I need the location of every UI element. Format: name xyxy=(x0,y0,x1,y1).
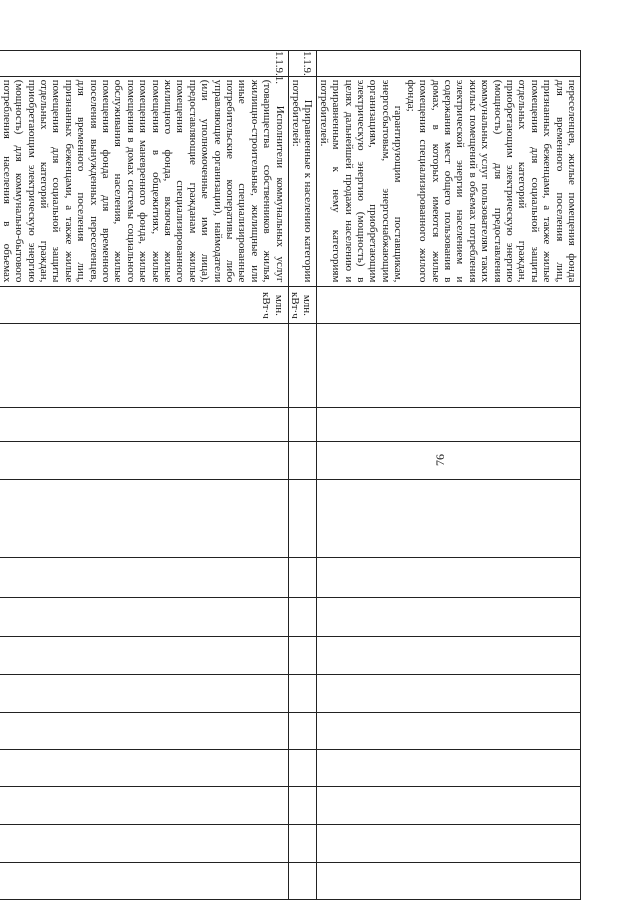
rotated-table-wrapper xyxy=(0,50,581,900)
row-paragraph: Приравненные к населению категории потребителей: xyxy=(290,79,315,283)
value-cell xyxy=(0,786,288,824)
value-cell xyxy=(0,597,288,636)
value-cell xyxy=(317,862,581,899)
value-cell xyxy=(288,479,317,557)
value-cell xyxy=(0,712,288,749)
page-number: 76 xyxy=(433,454,447,466)
row-paragraph: гарантирующим поставщикам, энергосбытовым, энергоснабжающим организациям, приобретающим электрическую энергию (мощность) в целях дальнейшей продажи населению и приравненным к нему категориям потребителей. xyxy=(317,79,405,283)
data-table xyxy=(0,50,581,900)
value-cell xyxy=(288,636,317,674)
value-cell xyxy=(0,324,288,407)
value-cell xyxy=(0,441,288,479)
row-paragraph: Исполнители коммунальных услуг (товарищества собственников жилья, жилищно-строительные, жилищные или иные специализированные потребительские кооперативы либо управляющие организации), наймодатели (или уполномоченные ими лица), предоставляющие гражданам жилые помещения специализированного жилищного фонда, включая жилые помещения в общежитиях, жилые помещения маневренного фонда, жилые помещения в домах системы социального обслуживания населения, жилые помещения фонда для временного поселения вынужденных переселенцев, для временного поселения лиц, признанных беженцами, а также жилые помещения для социальной защиты отдельных категорий граждан, приобретающим электрическую энергию (мощность) для коммунально-бытового потребления населения в объемах xyxy=(0,79,286,283)
value-cell xyxy=(288,824,317,862)
value-cell xyxy=(288,441,317,479)
value-cell xyxy=(288,862,317,899)
table-row xyxy=(288,51,317,900)
value-cell xyxy=(0,749,288,786)
value-cell xyxy=(288,749,317,786)
row-text-cell xyxy=(0,76,288,287)
table-row xyxy=(0,51,288,900)
value-cell xyxy=(288,557,317,597)
value-cell xyxy=(288,597,317,636)
value-cell xyxy=(317,636,581,674)
value-cell xyxy=(317,324,581,407)
unit-cell: млн. кВт·ч xyxy=(288,287,317,324)
value-cell xyxy=(0,479,288,557)
value-cell xyxy=(317,674,581,712)
value-cell xyxy=(288,407,317,441)
unit-cell: млн. кВт·ч xyxy=(0,287,288,324)
value-cell xyxy=(317,407,581,441)
value-cell xyxy=(288,324,317,407)
value-cell xyxy=(317,749,581,786)
value-cell xyxy=(288,786,317,824)
value-cell xyxy=(0,862,288,899)
value-cell xyxy=(288,674,317,712)
row-number-cell: 1.1.9. xyxy=(288,51,317,77)
value-cell xyxy=(317,597,581,636)
value-cell xyxy=(0,824,288,862)
value-cell xyxy=(0,557,288,597)
value-cell xyxy=(0,636,288,674)
row-paragraph: переселенцев, жилые помещения фонда для временного поселения лиц, признанных беженцами, а также жилые помещения для социальной защиты отдельных категорий граждан, приобретающим электрическую энергию (мощность) для предоставления коммунальных услуг пользователям таких жилых помещений в объемах потребления электрической энергии населением и содержания мест общего пользования в домах, в которых имеются жилые помещения специализированного жилого фонда; xyxy=(404,79,578,283)
value-cell xyxy=(288,712,317,749)
value-cell xyxy=(317,712,581,749)
row-text-cell xyxy=(288,76,317,287)
table-row xyxy=(317,51,581,900)
value-cell xyxy=(317,786,581,824)
row-number-cell: 1.1.9.1. xyxy=(0,51,288,77)
value-cell xyxy=(317,557,581,597)
value-cell xyxy=(0,407,288,441)
value-cell xyxy=(317,824,581,862)
row-number-cell xyxy=(317,51,581,77)
value-cell xyxy=(317,441,581,479)
unit-cell xyxy=(317,287,581,324)
row-text-cell xyxy=(317,76,581,287)
value-cell xyxy=(0,674,288,712)
value-cell xyxy=(317,479,581,557)
